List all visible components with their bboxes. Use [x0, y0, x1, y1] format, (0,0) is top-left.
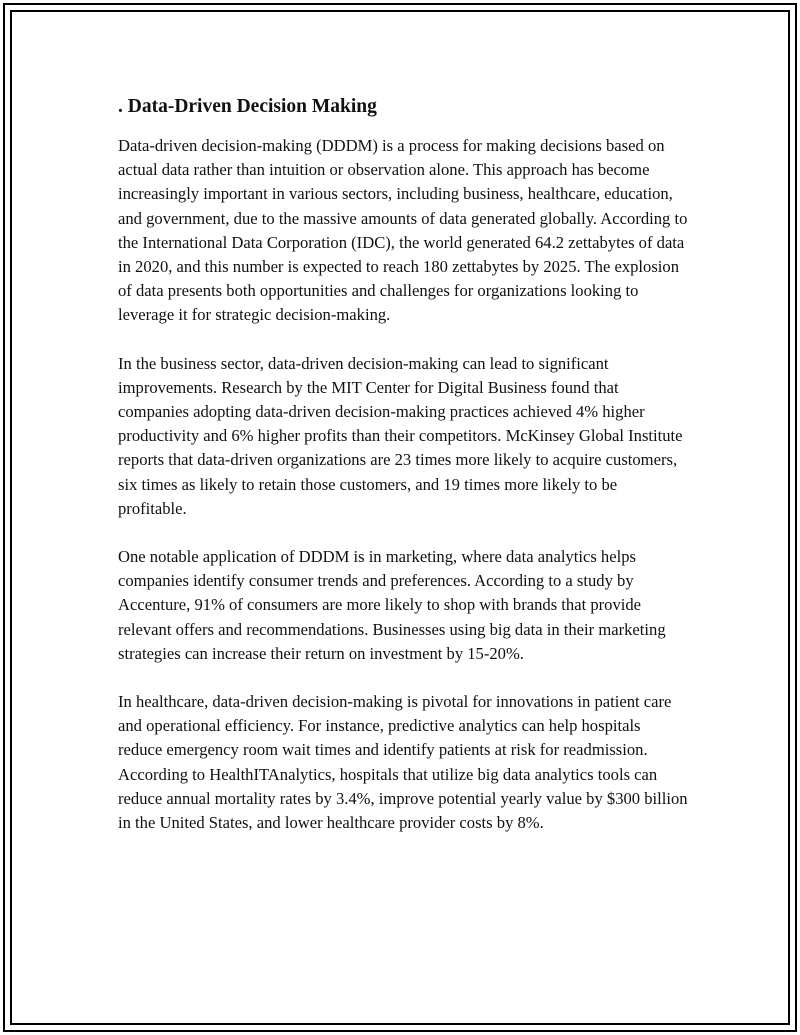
- document-content: [118, 93, 688, 859]
- paragraph-business: In the business sector, data-driven decision-making can lead to significant improvements. Research by the MIT Center for Digital Business found that companies adopting data-driven decision-making practices achieved 4% higher productivity and 6% higher profits than their competitors. McKinsey Global Institute reports that data-driven organizations are 23 times more likely to acquire customers, six times as likely to retain those customers, and 19 times more likely to be profitable.: [118, 353, 683, 518]
- paragraph-healthcare: In healthcare, data-driven decision-making is pivotal for innovations in patient care and operational efficiency. For instance, predictive analytics can help hospitals reduce emergency room wait times and identify patients at risk for readmission. According to HealthITAnalytics, hospitals that utilize big data analytics tools can reduce annual mortality rates by 3.4%, improve potential yearly value by $300 billion in the United States, and lower healthcare provider costs by 8%.: [118, 692, 688, 833]
- section-heading: . Data-Driven Decision Making: [118, 96, 377, 117]
- paragraph-intro: Data-driven decision-making (DDDM) is a process for making decisions based on actual data rather than intuition or observation alone. This approach has become increasingly important in various sectors, including business, healthcare, education, and government, due to the massive amounts of data generated globally. According to the International Data Corporation (IDC), the world generated 64.2 zettabytes of data in 2020, and this number is expected to reach 180 zettabytes by 2025. The explosion of data presents both opportunities and challenges for organizations looking to leverage it for strategic decision-making.: [118, 136, 688, 325]
- paragraph-marketing: One notable application of DDDM is in marketing, where data analytics helps companies identify consumer trends and preferences. According to a study by Accenture, 91% of consumers are more likely to shop with brands that provide relevant offers and recommendations. Businesses using big data in their marketing strategies can increase their return on investment by 15-20%.: [118, 547, 666, 663]
